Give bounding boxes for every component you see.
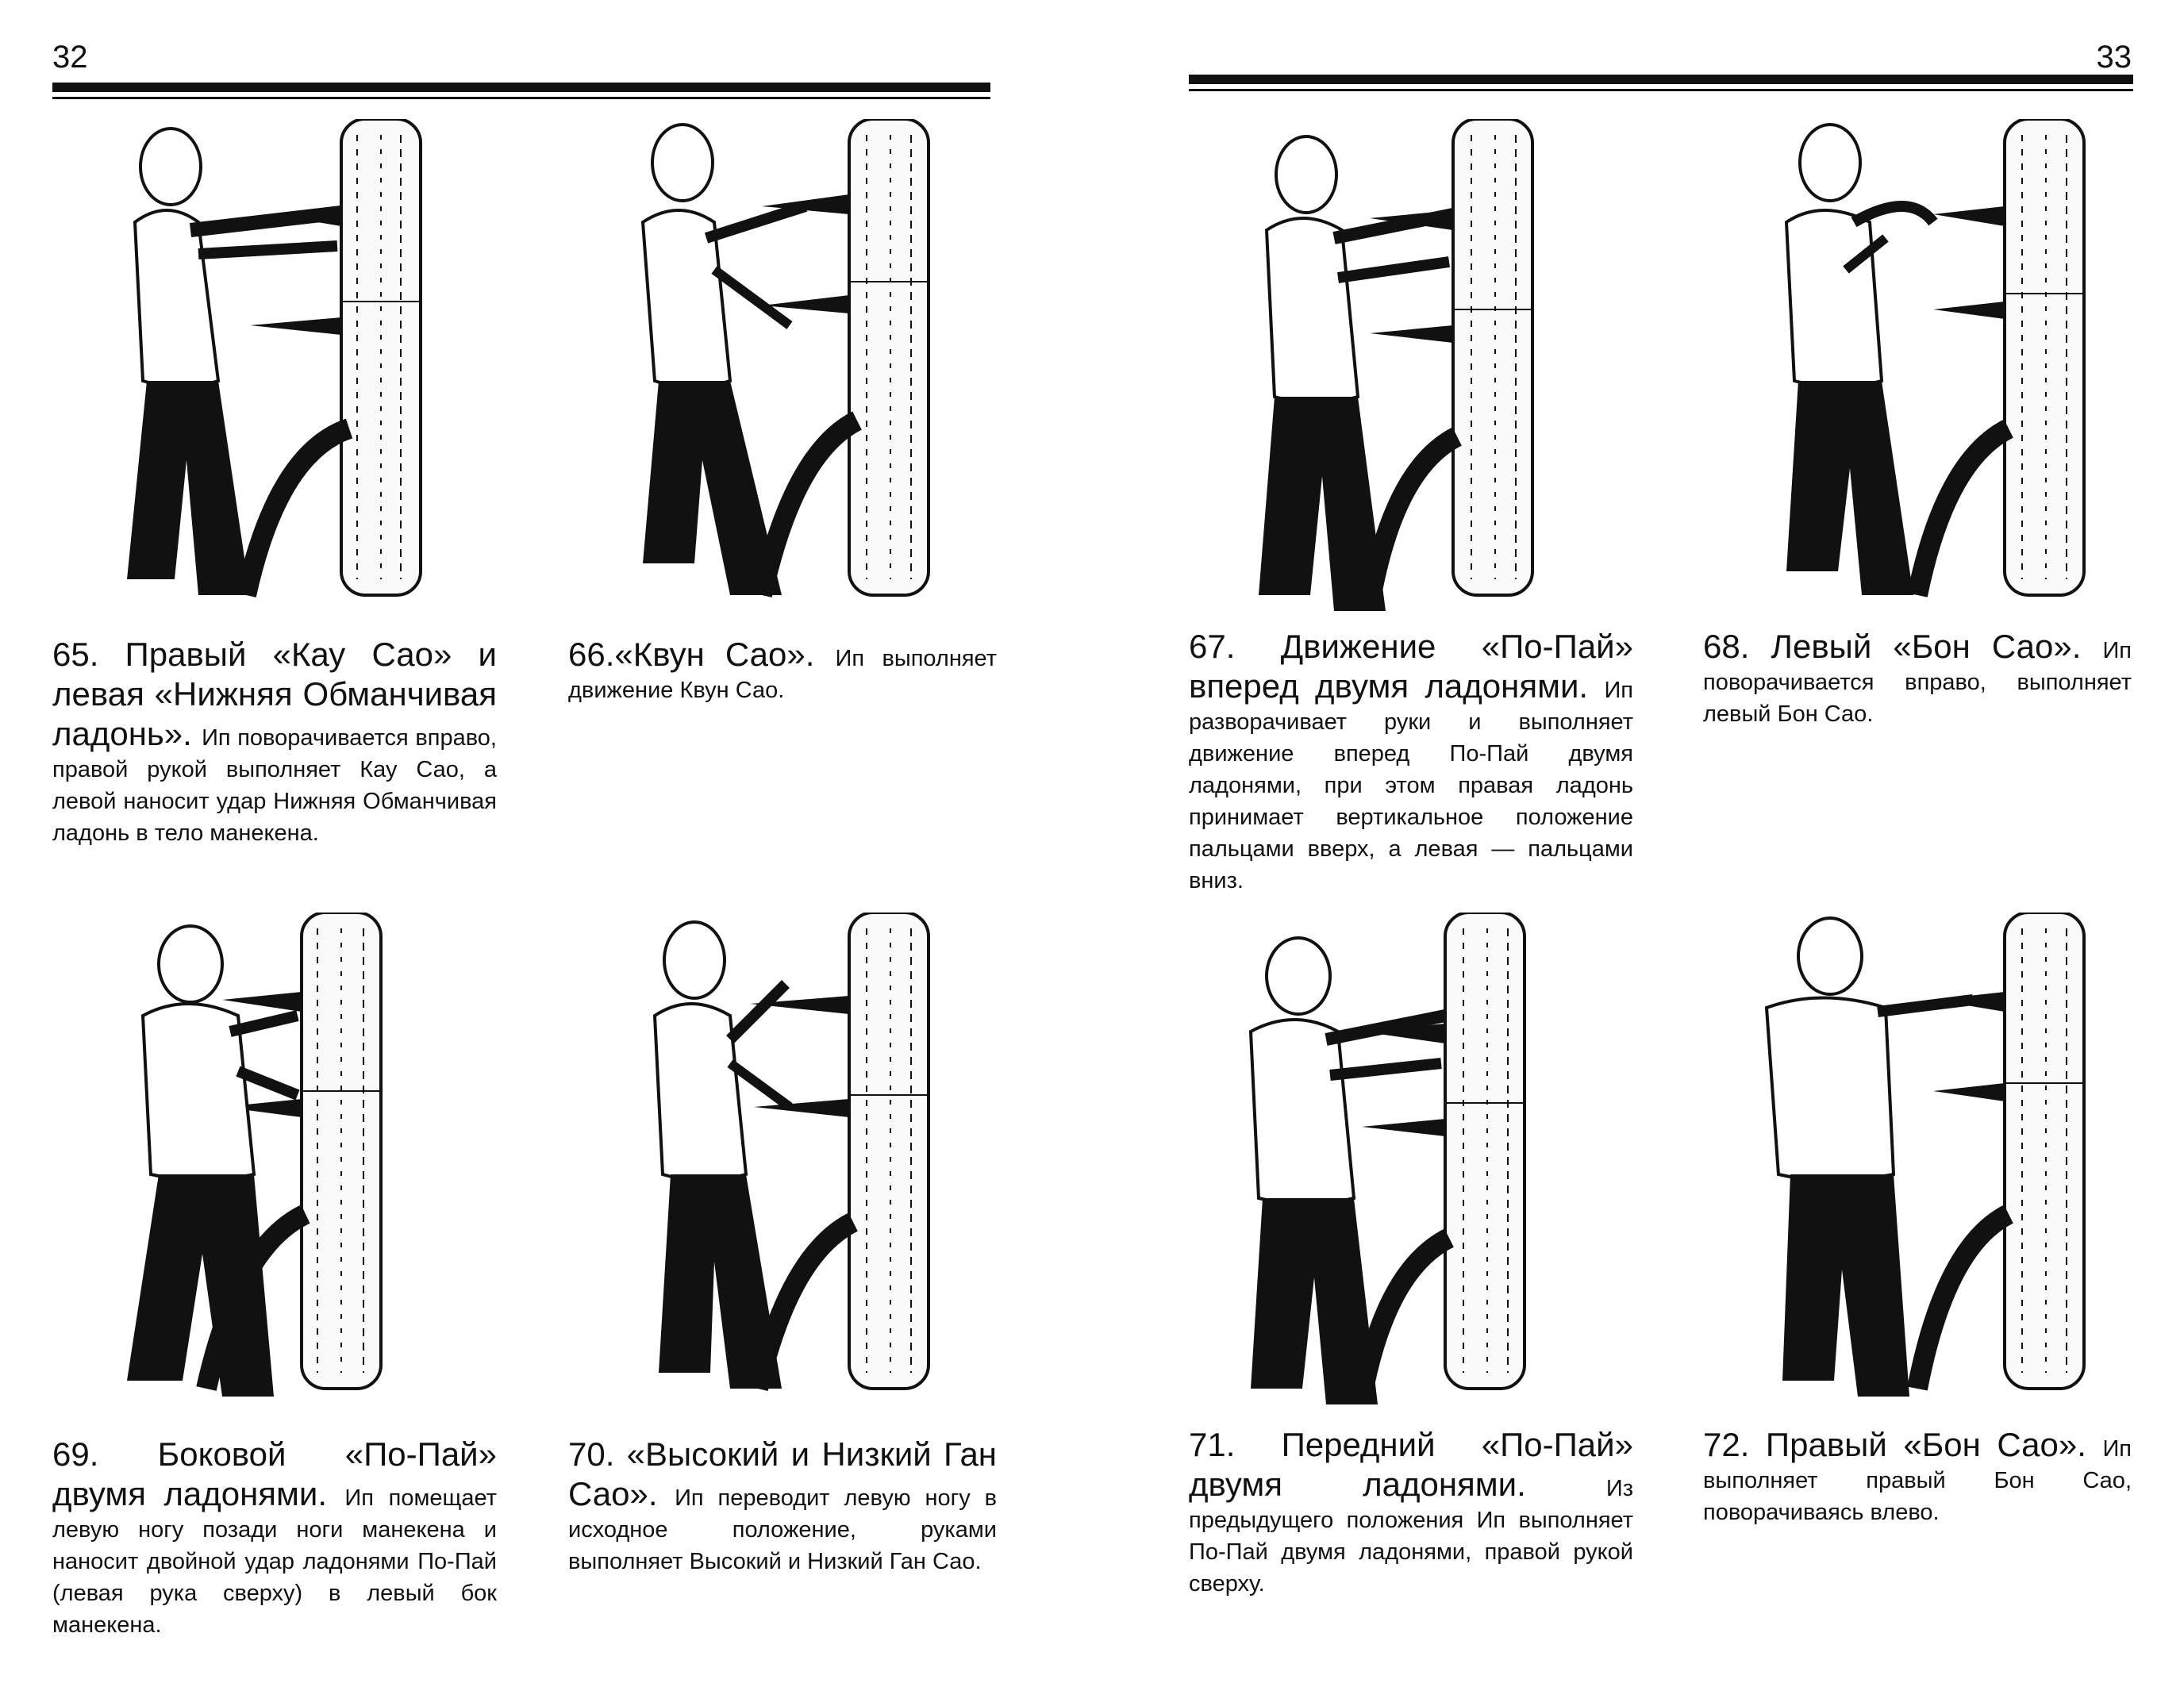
wooden-dummy-figure-70 xyxy=(635,913,1079,1420)
caption-70-title: 70. «Высокий и Низкий Ган Сао». xyxy=(568,1435,997,1512)
figure-72-illustration xyxy=(1743,913,2184,1420)
caption-69-title: 69. Боковой «По-Пай» двумя ладонями. xyxy=(52,1435,497,1512)
caption-70 xyxy=(568,1435,997,1577)
right-page xyxy=(1092,0,2184,1683)
caption-70-body: Ип переводит левую ногу в исходное положение, руками выполняет Высокий и Низкий Ган Сао. xyxy=(568,1485,998,1574)
caption-69-body: Ип помещает левую ногу позади ноги манекена и наносит двойной удар ладонями По-Пай (левая рука сверху) в левый бок манекена. xyxy=(52,1485,497,1638)
caption-67-body: Ип разворачивает руки и выполняет движение вперед По-Пай двумя ладонями, при этом правая ладонь принимает вертикальное положение пальцами вверх, а левая — пальцами вниз. xyxy=(1189,678,1633,893)
wooden-dummy-figure-67 xyxy=(1251,119,1695,627)
caption-72-title: 72. Правый «Бон Сао». xyxy=(1703,1426,2103,1463)
wooden-dummy-figure-66 xyxy=(619,119,1063,627)
caption-72-body: Ип выполняет правый Бон Сао, поворачиваясь влево. xyxy=(1703,1436,2132,1525)
wooden-dummy-figure-71 xyxy=(1235,913,1679,1420)
figure-69-illustration xyxy=(127,913,571,1420)
header-rule-thick xyxy=(52,83,990,92)
header-rule-thick xyxy=(1189,75,2133,84)
caption-65-body: Ип поворачивается вправо, правой рукой выполняет Кау Сао, а левой наносит удар Нижняя Обманчивая ладонь в тело манекена. xyxy=(52,725,497,846)
figure-68-illustration xyxy=(1774,119,2184,627)
caption-71 xyxy=(1189,1425,1633,1600)
header-rule-thin xyxy=(52,97,990,99)
caption-67-title: 67. Движение «По-Пай» вперед двумя ладонями. xyxy=(1189,628,1633,705)
wooden-dummy-figure-69 xyxy=(127,913,571,1420)
caption-68-body: Ип поворачивается вправо, выполняет левый Бон Сао. xyxy=(1703,638,2132,727)
caption-66 xyxy=(568,635,997,706)
figure-67-illustration xyxy=(1251,119,1695,627)
wooden-dummy-figure-65 xyxy=(111,119,556,627)
caption-71-body: Из предыдущего положения Ип выполняет По-Пай двумя ладонями, правой рукой сверху. xyxy=(1189,1476,1633,1597)
caption-66-body: Ип выполняет движение Квун Сао. xyxy=(568,646,997,703)
caption-68-title: 68. Левый «Бон Сао». xyxy=(1703,628,2103,665)
caption-68 xyxy=(1703,627,2132,730)
wooden-dummy-figure-68 xyxy=(1774,119,2184,627)
wooden-dummy-figure-72 xyxy=(1743,913,2184,1420)
header-rule-thin xyxy=(1189,89,2133,91)
caption-72 xyxy=(1703,1425,2132,1528)
caption-65 xyxy=(52,635,497,849)
caption-71-title: 71. Передний «По-Пай» двумя ладонями. xyxy=(1189,1426,1633,1503)
figure-65-illustration xyxy=(111,119,556,627)
page-number-right: 33 xyxy=(2096,40,2132,75)
caption-66-title: 66.«Квун Сао». xyxy=(568,636,836,673)
page-number-left: 32 xyxy=(52,40,88,75)
caption-67 xyxy=(1189,627,1633,897)
caption-69 xyxy=(52,1435,497,1641)
figure-70-illustration xyxy=(635,913,1079,1420)
caption-65-title: 65. Правый «Кау Сао» и левая «Нижняя Обманчивая ладонь». xyxy=(52,636,497,752)
figure-66-illustration xyxy=(619,119,1063,627)
figure-71-illustration xyxy=(1235,913,1679,1420)
